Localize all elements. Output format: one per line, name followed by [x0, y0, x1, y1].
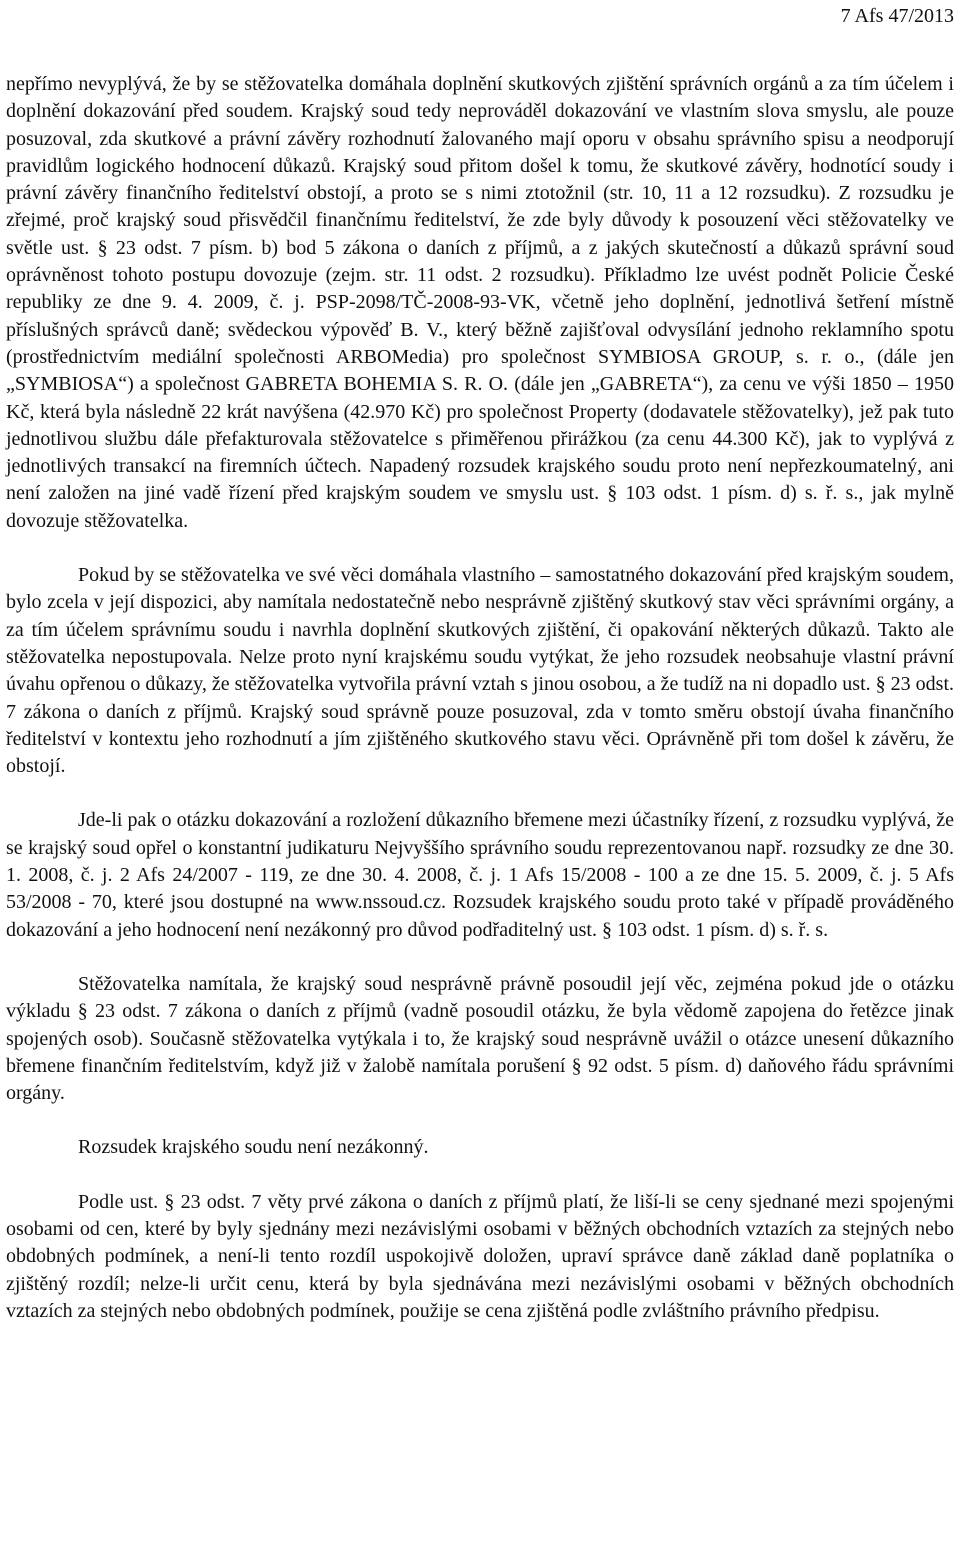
paragraph-5: Rozsudek krajského soudu není nezákonný.	[78, 1136, 429, 1159]
paragraph-4: Stěžovatelka namítala, že krajský soud nesprávně právně posoudil její věc, zejména pokud jde o otázku výkladu § 23 odst. 7 zákona o daních z příjmů (vadně posoudil otázku, že byla vědomě zapojena do řetězce jinak spojených osob). Současně stěžovatelka vytýkala i to, že krajský soud nesprávně uvážil o otázce unesení důkazního břemene finančním ředitelstvím, když již v žalobě namítala porušení § 92 odst. 5 písm. d) daňového řádu správními orgány.	[6, 972, 954, 1105]
paragraph-2: Pokud by se stěžovatelka ve své věci domáhala vlastního – samostatného dokazování před krajským soudem, bylo zcela v její dispozici, aby namítala nedostatečně nebo nesprávně zjištěný skutkový stav věci správními orgány, a za tím účelem správnímu soudu i navrhla doplnění skutkových zjištění, či opakování některých důkazů. Takto ale stěžovatelka nepostupovala. Nelze proto nyní krajskému soudu vytýkat, že jeho rozsudek neobsahuje vlastní právní úvahu opřenou o důkazy, že stěžovatelka vytvořila právní vztah s jinou osobou, a že tudíž na ni dopadlo ust. § 23 odst. 7 zákona o daních z příjmů. Krajský soud správně pouze posuzoval, zda v tomto směru obstojí úvaha finančního ředitelství v kontextu jeho rozhodnutí a jím zjištěného skutkového stavu věci. Oprávněně při tom došel k závěru, že obstojí.	[6, 564, 954, 778]
case-number-header: 7 Afs 47/2013	[840, 5, 954, 27]
paragraph-1: nepřímo nevyplývá, že by se stěžovatelka domáhala doplnění skutkových zjištění správních orgánů a za tím účelem i doplnění dokazování před soudem. Krajský soud tedy neprováděl dokazování ve vlastním slova smyslu, ale pouze posuzoval, zda skutkové a právní závěry rozhodnutí žalovaného mají oporu v obsahu správního spisu a neodporují pravidlům logického hodnocení důkazů. Krajský soud přitom došel k tomu, že skutkové závěry, hodnotící soudy i právní závěry finančního ředitelství obstojí, a proto se s nimi ztotožnil (str. 10, 11 a 12 rozsudku). Z rozsudku je zřejmé, proč krajský soud přisvědčil finančnímu ředitelství, že zde byly důvody k posouzení věci stěžovatelky ve světle ust. § 23 odst. 7 písm. b) bod 5 zákona o daních z příjmů, a z jakých skutečností a důkazů správní soud oprávněnost tohoto postupu dovozuje (zejm. str. 11 odst. 2 rozsudku). Příkladmo lze uvést podnět Policie České republiky ze dne 9. 4. 2009, č. j. PSP-2098/TČ-2008-93-VK, včetně jeho doplnění, jednotlivá šetření místně příslušných správců daně; svědeckou výpověď B. V., který běžně zajišťoval odvysílání jednoho reklamního spotu (prostřednictvím mediální společnosti ARBOMedia) pro společnost SYMBIOSA GROUP, s. r. o., (dále jen „SYMBIOSA“) a společnost GABRETA BOHEMIA S. R. O. (dále jen „GABRETA“), za cenu ve výši 1850 – 1950 Kč, která byla následně 22 krát navýšena (42.970 Kč) pro společnost Property (dodavatele stěžovatelky), jež pak tuto jednotlivou službu dále přefakturovala stěžovatelce s přiměřenou přirážkou (za cenu 44.300 Kč), jak to vyplývá z jednotlivých transakcí na firemních účtech. Napadený rozsudek krajského soudu proto není nepřezkoumatelný, ani není založen na jiné vadě řízení před krajským soudem ve smyslu ust. § 103 odst. 1 písm. d) s. ř. s., jak mylně dovozuje stěžovatelka.	[6, 73, 954, 532]
document-body	[6, 71, 954, 1352]
paragraph-3: Jde-li pak o otázku dokazování a rozložení důkazního břemene mezi účastníky řízení, z rozsudku vyplývá, že se krajský soud opřel o konstantní judikaturu Nejvyššího správního soudu reprezentovanou např. rozsudky ze dne 30. 1. 2008, č. j. 2 Afs 24/2007 - 119, ze dne 30. 4. 2008, č. j. 1 Afs 15/2008 - 100 a ze dne 15. 5. 2009, č. j. 5 Afs 53/2008 - 70, které jsou dostupné na www.nssoud.cz. Rozsudek krajského soudu proto také v případě prováděného dokazování a jeho hodnocení není nezákonný pro důvod podřaditelný ust. § 103 odst. 1 písm. d) s. ř. s.	[6, 809, 954, 941]
paragraph-6: Podle ust. § 23 odst. 7 věty prvé zákona o daních z příjmů platí, že liší-li se ceny sjednané mezi spojenými osobami od cen, které by byly sjednány mezi nezávislými osobami v běžných obchodních vztazích za stejných nebo obdobných podmínek, a není-li tento rozdíl uspokojivě doložen, upraví správce daně základ daně poplatníka o zjištěný rozdíl; nelze-li určit cenu, která by byla sjednávána mezi nezávislými osobami v běžných obchodních vztazích za stejných nebo obdobných podmínek, použije se cena zjištěná podle zvláštního právního předpisu.	[6, 1190, 954, 1322]
